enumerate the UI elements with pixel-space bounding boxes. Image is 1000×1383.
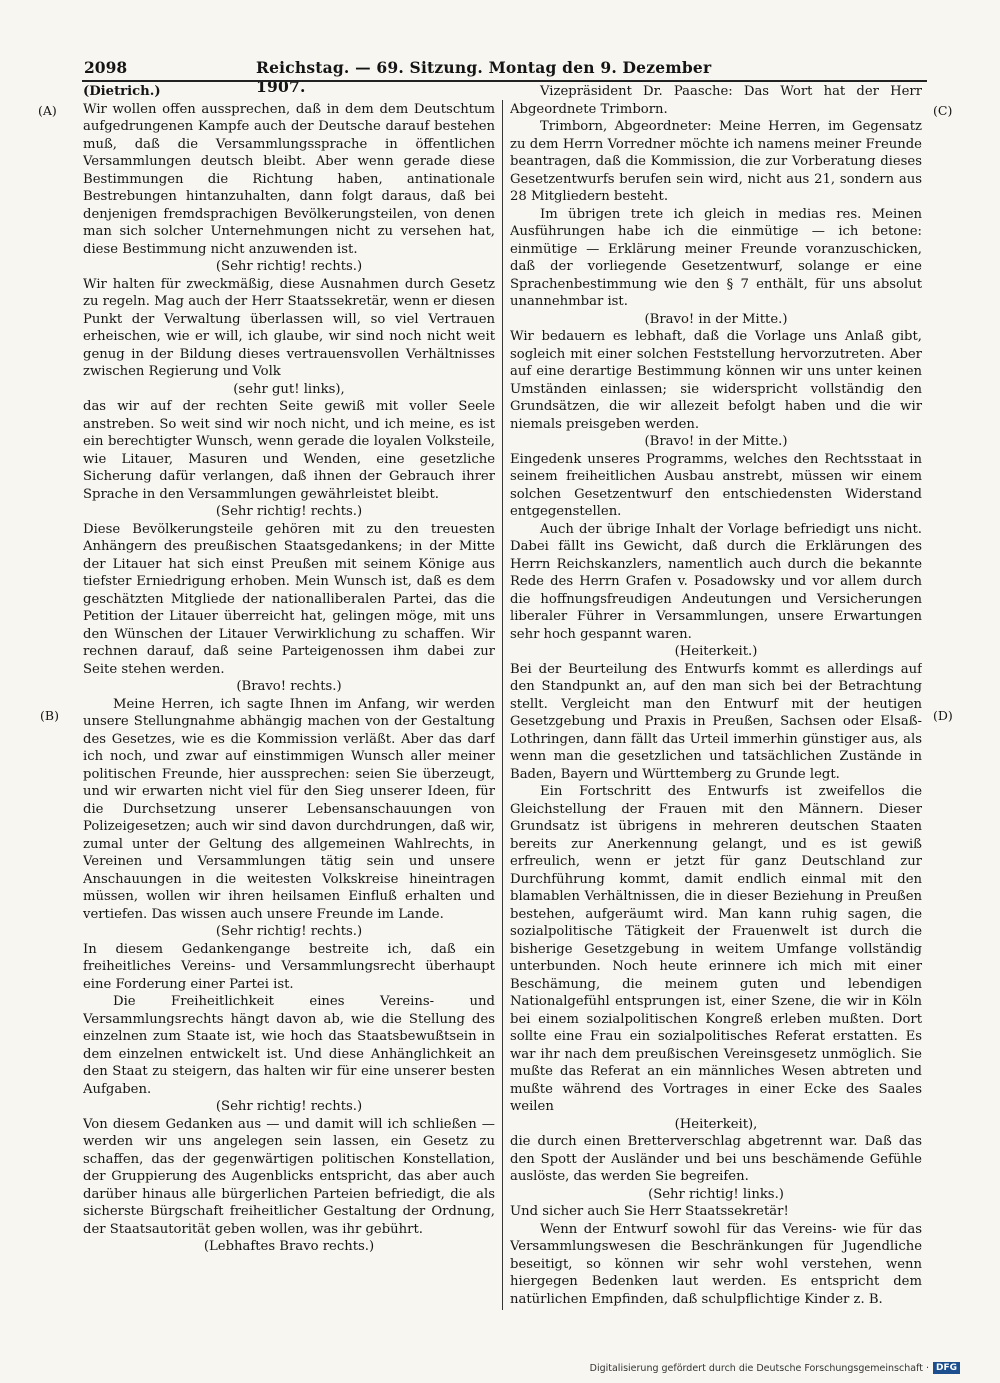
- column-separator: [502, 100, 503, 1310]
- margin-marker-c: (C): [933, 103, 953, 118]
- interjection: (Sehr richtig! links.): [648, 1186, 784, 1202]
- paragraph: Ein Fortschritt des Entwurfs ist zweifellos die Gleichstellung der Frauen mit den Männern. Dieser Grundsatz ist übrigens in mehreren deutschen Staaten bereits zur Anerkennung gelangt, und es ist gewiß erfreulich, wenn er jetzt für ganz Deutschland zur Durchführung kommt, damit endlich einmal mit den blamablen Verhältnissen, die in dieser Beziehung in Preußen bestehen, aufgeräumt wird. Man kann ruhig sagen, die sozialpolitische Tätigkeit der Frauenwelt ist durch die bisherige Gesetzgebung in weitem Umfange vollständig unterbunden. Noch heute erinnere ich mich mit einer Beschämung, die meinem guten und lebendigen Nationalgefühl entsprungen ist, einer Szene, die wir in Köln bei einem sozialpolitischen Kongreß erleben mußten. Dort sollte eine Frau ein sozialpolitisches Referat erstatten. Es war ihr nach dem preußischen Vereinsgesetz unmöglich. Sie mußte das Referat an ein männliches Wesen abtreten und mußte während des Vortrages in einer Ecke des Saales weilen: [510, 784, 922, 1114]
- interjection: (Lebhaftes Bravo rechts.): [203, 1239, 375, 1254]
- paragraph: Vizepräsident Dr. Paasche: Das Wort hat der Herr Abgeordnete Trimborn.: [510, 84, 922, 117]
- paragraph: Bei der Beurteilung des Entwurfs kommt es allerdings auf den Standpunkt an, auf den man sich bei der Betrachtung stellt. Vergleicht man den Entwurf mit der heutigen Gesetzgebung und Praxis in Preußen, Sachsen oder Elsaß-Lothringen, dann fällt das Urteil immerhin günstiger aus, als wenn man die gesetzlichen und tatsächlichen Zustände in Baden, Bayern und Württemberg zu Grunde legt.: [510, 661, 922, 782]
- interjection: (Sehr richtig! rechts.): [215, 259, 363, 274]
- interjection: (Bravo! in der Mitte.): [644, 311, 788, 327]
- paragraph: Und sicher auch Sie Herr Staatssekretär!: [510, 1204, 789, 1219]
- margin-marker-d: (D): [933, 708, 953, 723]
- footer-text: Digitalisierung gefördert durch die Deutsche Forschungsgemeinschaft ·: [589, 1362, 929, 1374]
- dfg-logo: DFG: [933, 1362, 960, 1374]
- margin-marker-b: (B): [40, 708, 59, 723]
- page-number: 2098: [84, 58, 128, 77]
- paragraph: Im übrigen trete ich gleich in medias res. Meinen Ausführungen habe ich die einmütige — ich betone: einmütige — Erklärung meiner Freunde voranzuschicken, daß der vorliegende Gesetzentwurf, solange er eine Sprachenbestimmung wie den § 7 enthält, für uns absolut unannehmbar ist.: [510, 206, 922, 309]
- paragraph: Wir halten für zweckmäßig, diese Ausnahmen durch Gesetz zu regeln. Mag auch der Herr Staatssekretär, wenn er diesen Punkt der Verwaltung überlassen will, so viel Vertrauen erheischen, wie er will, ich glaube, wir sind noch nicht weit genug in der Bildung dieses vertrauensvollen Verhältnisses zwischen Regierung und Volk: [83, 276, 495, 379]
- paragraph: Wir wollen offen aussprechen, daß in dem dem Deutschtum aufgedrungenen Kampfe auch der Deutsche darauf bestehen muß, daß die Versammlungssprache in öffentlichen Versammlungen deutsch bleibt. Aber wenn gerade diese Bestimmungen die Richtung haben, antinationale Bestrebungen hintanzuhalten, dann folgt daraus, daß bei denjenigen fremdsprachigen Bevölkerungsteilen, von denen man sich solcher Unternehmungen nicht zu versehen hat, diese Bestimmung nicht anzuwenden ist.: [83, 101, 495, 257]
- header-rule: [82, 80, 927, 82]
- interjection: (Sehr richtig! rechts.): [215, 1099, 363, 1114]
- paragraph: Meine Herren, ich sagte Ihnen im Anfang, wir werden unsere Stellungnahme abhängig machen von der Gestaltung des Gesetzes, wie es die Kommission verläßt. Aber das darf ich noch, und zwar auf einstimmigen Wunsch aller meiner politischen Freunde, hier aussprechen: seien Sie überzeugt, und wir erwarten nicht viel für den Sieg unserer Ideen, für die Durchsetzung unserer Lebensanschauungen von Polizeigesetzen; auch wir sind davon durchdrungen, daß wir, zumal unter der Geltung des allgemeinen Wahlrechts, in Vereinen und Versammlungen tätig sein und unsere Anschauungen in die weitesten Volkskreise hineintragen müssen, wollen wir ihren heilsamen Einfluß erhalten und vertiefen. Das wissen auch unsere Freunde im Lande.: [83, 696, 495, 922]
- paragraph: In diesem Gedankengange bestreite ich, daß ein freiheitliches Vereins- und Versammlungsrecht überhaupt eine Forderung einer Partei ist.: [83, 941, 495, 992]
- paragraph: Diese Bevölkerungsteile gehören mit zu den treuesten Anhängern des preußischen Staatsgedankens; in der Mitte der Litauer hat sich einst Preußen mit seinem Könige aus tiefster Erniedrigung erhoben. Mein Wunsch ist, daß es dem geschätzten Mitgliede der nationalliberalen Partei, das die Petition der Litauer überreicht hat, gelingen möge, mit uns den Wünschen der Litauer Verwirklichung zu schaffen. Wir rechnen darauf, daß seine Parteigenossen ihm dabei zur Seite stehen werden.: [83, 521, 495, 677]
- paragraph: Eingedenk unseres Programms, welches den Rechtsstaat in seinem freiheitlichen Ausbau anstrebt, müssen wir einem solchen Gesetzentwurf den entschiedensten Widerstand entgegenstellen.: [510, 451, 922, 519]
- speaker-tag: (Dietrich.): [83, 84, 161, 99]
- interjection: (Heiterkeit.): [674, 644, 758, 659]
- digitization-credit: [590, 1362, 960, 1374]
- left-text-column: [83, 83, 495, 1318]
- margin-marker-a: (A): [38, 103, 57, 118]
- interjection: (Sehr richtig! rechts.): [215, 924, 363, 939]
- interjection: (Heiterkeit),: [674, 1116, 758, 1132]
- paragraph: das wir auf der rechten Seite gewiß mit voller Seele anstreben. So weit sind wir noch nicht, und ich meine, es ist ein berechtigter Wunsch, wenn gerade die loyalen Volksteile, wie Litauer, Masuren und Wenden, eine gesetzliche Sicherung dafür verlangen, daß ihnen der Gebrauch ihrer Sprache in den Versammlungen gewährleistet bleibt.: [83, 399, 495, 502]
- paragraph: Auch der übrige Inhalt der Vorlage befriedigt uns nicht. Dabei fällt ins Gewicht, daß durch die Erklärungen des Herrn Reichskanzlers, namentlich auch durch die bekannte Rede des Herrn Grafen v. Posadowsky und vor allem durch die hoffnungsfreudigen Andeutungen und Versicherungen liberaler Führer in Versammlungen, unsere Erwartungen sehr hoch gespannt waren.: [510, 521, 922, 642]
- interjection: (sehr gut! links),: [233, 381, 345, 397]
- paragraph: Wir bedauern es lebhaft, daß die Vorlage uns Anlaß gibt, sogleich mit einer solchen Feststellung hervorzutreten. Aber auf eine derartige Bestimmung können wir uns unter keinen Umständen einlassen; sie widerspricht vollständig den Grundsätzen, die wir allezeit befolgt haben und die wir niemals preisgeben werden.: [510, 329, 922, 432]
- paragraph: Trimborn, Abgeordneter: Meine Herren, im Gegensatz zu dem Herrn Vorredner möchte ich namens meiner Freunde beantragen, daß die Kommission, die zur Vorberatung dieses Gesetzentwurfs berufen sein wird, nicht aus 21, sondern aus 28 Mitgliedern besteht.: [510, 119, 922, 204]
- running-title: Reichstag. — 69. Sitzung. Montag den 9. Dezember 1907.: [256, 58, 712, 96]
- interjection: (Bravo! rechts.): [236, 679, 342, 694]
- paragraph: die durch einen Bretterverschlag abgetrennt war. Daß das den Spott der Ausländer und bei uns beschämende Gefühle auslöste, das werden Sie begreifen.: [510, 1134, 922, 1184]
- right-text-column: [510, 83, 922, 1318]
- paragraph: Wenn der Entwurf sowohl für das Vereins- wie für das Versammlungswesen die Beschränkungen für Jugendliche beseitigt, so können wir sehr wohl verstehen, wenn hiergegen Bedenken laut werden. Es entspricht dem natürlichen Empfinden, daß schulpflichtige Kinder z. B.: [510, 1221, 922, 1307]
- interjection: (Bravo! in der Mitte.): [644, 434, 788, 449]
- paragraph: Von diesem Gedanken aus — und damit will ich schließen — werden wir uns angelegen sein lassen, ein Gesetz zu schaffen, das der gegenwärtigen politischen Konstellation, der Gruppierung des Augenblicks entspricht, das aber auch darüber hinaus alle bürgerlichen Parteien befriedigt, die als sicherste Bürgschaft freiheitlicher Gestaltung der Ordnung, der Staatsautorität geben wollen, was ihr gebührt.: [83, 1116, 495, 1237]
- interjection: (Sehr richtig! rechts.): [215, 504, 363, 519]
- paragraph: Die Freiheitlichkeit eines Vereins- und Versammlungsrechts hängt davon ab, wie die Stellung des einzelnen zum Staate ist, wie hoch das Staatsbewußtsein in dem einzelnen entwickelt ist. Und diese Anhänglichkeit an den Staat zu steigern, das halten wir für eine unserer besten Aufgaben.: [83, 994, 495, 1097]
